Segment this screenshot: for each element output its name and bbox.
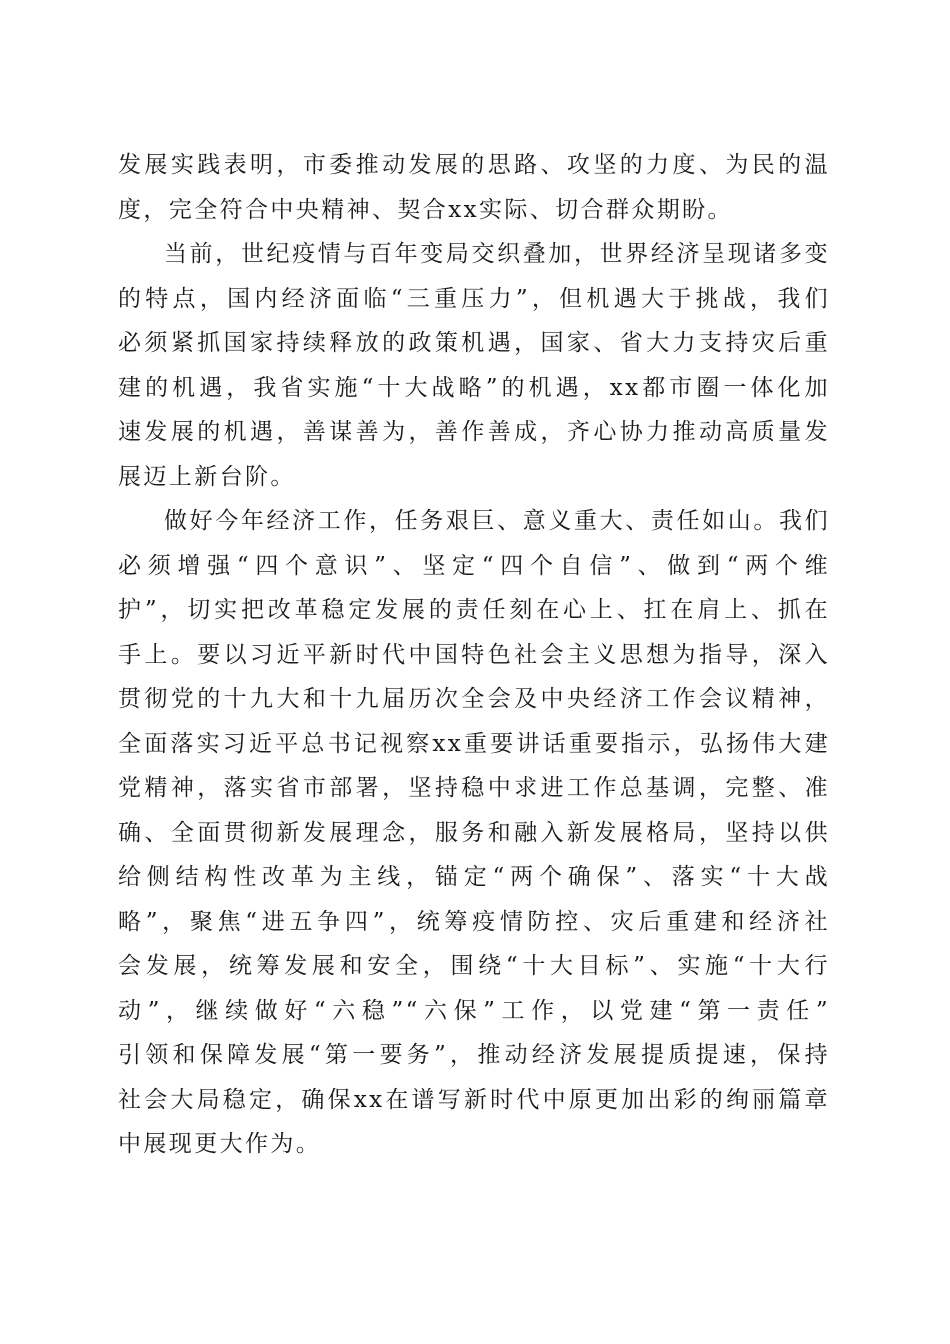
text-line: 引领和保障发展“第一要务”，推动经济发展提质提速，保持 — [118, 1042, 830, 1068]
text-line: 度，完全符合中央精神、契合xx实际、切合群众期盼。 — [118, 196, 733, 223]
text-line: 速发展的机遇，善谋善为，善作善成，齐心协力推动高质量发 — [118, 419, 830, 445]
text-line: 动”，继续做好“六稳”“六保”工作，以党建“第一责任” — [118, 997, 830, 1024]
text-line: 的特点，国内经济面临“三重压力”，但机遇大于挑战，我们 — [118, 285, 830, 312]
text-line: 贯彻党的十九大和十九届历次全会及中央经济工作会议精神， — [118, 686, 830, 712]
text-line: 中展现更大作为。 — [118, 1131, 322, 1157]
text-line: 手上。要以习近平新时代中国特色社会主义思想为指导，深入 — [118, 641, 830, 668]
text-line: 建的机遇，我省实施“十大战略”的机遇，xx都市圈一体化加 — [118, 374, 830, 401]
text-line: 发展实践表明，市委推动发展的思路、攻坚的力度、为民的温 — [118, 152, 830, 178]
text-line: 护”，切实把改革稳定发展的责任刻在心上、扛在肩上、抓在 — [118, 597, 830, 623]
text-line: 党精神，落实省市部署，坚持稳中求进工作总基调，完整、准 — [118, 775, 830, 801]
text-line: 略”，聚焦“进五争四”，统筹疫情防控、灾后重建和经济社 — [118, 908, 830, 935]
text-line: 展迈上新台阶。 — [118, 463, 296, 490]
text-line: 确、全面贯彻新发展理念，服务和融入新发展格局，坚持以供 — [118, 819, 830, 846]
text-line: 给侧结构性改革为主线，锚定“两个确保”、落实“十大战 — [118, 864, 830, 890]
paragraph-1 — [118, 143, 830, 232]
paragraph-3 — [118, 499, 830, 1167]
text-line: 做好今年经济工作，任务艰巨、意义重大、责任如山。我们 — [164, 508, 830, 534]
document-body — [118, 143, 830, 1167]
text-line: 必须增强“四个意识”、坚定“四个自信”、做到“两个维 — [118, 552, 830, 579]
text-line: 必须紧抓国家持续释放的政策机遇，国家、省大力支持灾后重 — [118, 330, 830, 356]
text-line: 社会大局稳定，确保xx在谱写新时代中原更加出彩的绚丽篇章 — [118, 1086, 830, 1113]
text-line: 全面落实习近平总书记视察xx重要讲话重要指示，弘扬伟大建 — [118, 730, 830, 757]
paragraph-2 — [118, 232, 830, 499]
text-line: 会发展，统筹发展和安全，围绕“十大目标”、实施“十大行 — [118, 953, 830, 979]
text-line: 当前，世纪疫情与百年变局交织叠加，世界经济呈现诸多变 — [164, 241, 830, 267]
